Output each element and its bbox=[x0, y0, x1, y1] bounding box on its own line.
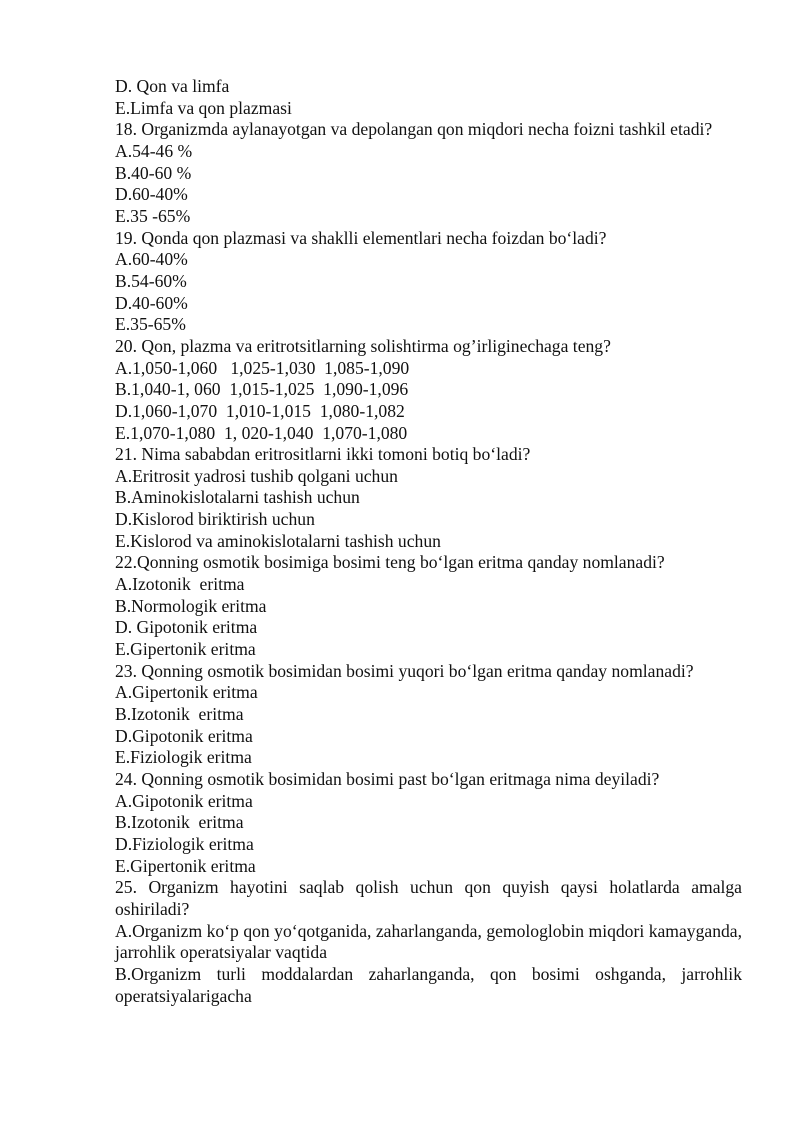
answer-option: A.54-46 % bbox=[115, 140, 193, 161]
answer-option: E.Gipertonik eritma bbox=[115, 855, 256, 876]
question-23: 23. Qonning osmotik bosimidan bosimi yuqori bo‘lgan eritma qanday nomlanadi? bbox=[115, 660, 694, 681]
answer-option: D.40-60% bbox=[115, 292, 188, 313]
answer-option: E.Fiziologik eritma bbox=[115, 747, 252, 768]
answer-option: E.Kislorod va aminokislotalarni tashish uchun bbox=[115, 530, 441, 551]
answer-option: A.60-40% bbox=[115, 249, 188, 270]
answer-option: B.Organizm turli moddalardan zaharlanganda, qon bosimi oshganda, jarrohlik operatsiyalarigacha bbox=[115, 963, 747, 1006]
question-24: 24. Qonning osmotik bosimidan bosimi past bo‘lgan eritmaga nima deyiladi? bbox=[115, 769, 660, 789]
answer-option: B.Izotonik eritma bbox=[115, 812, 244, 833]
answer-option: D.60-40% bbox=[115, 184, 188, 205]
answer-option: D. Gipotonik eritma bbox=[115, 617, 258, 638]
question-25: 25. Organizm hayotini saqlab qolish uchun qon quyish qaysi holatlarda amalga oshiriladi? bbox=[115, 877, 747, 919]
answer-option: B.Normologik eritma bbox=[115, 595, 267, 616]
answer-option: A.Gipertonik eritma bbox=[115, 682, 258, 703]
question-18: 18. Organizmda aylanayotgan va depolangan qon miqdori necha foizni tashkil etadi? bbox=[115, 119, 713, 140]
answer-option: A.Izotonik eritma bbox=[115, 574, 245, 595]
answer-option: D.Gipotonik eritma bbox=[115, 725, 253, 746]
answer-option: A.1,050-1,060 1,025-1,030 1,085-1,090 bbox=[115, 357, 410, 378]
answer-option: B.54-60% bbox=[115, 270, 187, 291]
document-page bbox=[115, 76, 747, 1007]
answer-option: A.Eritrosit yadrosi tushib qolgani uchun bbox=[115, 465, 398, 486]
question-22: 22.Qonning osmotik bosimiga bosimi teng bo‘lgan eritma qanday nomlanadi? bbox=[115, 552, 665, 573]
answer-option: E.1,070-1,080 1, 020-1,040 1,070-1,080 bbox=[115, 422, 408, 443]
answer-option: D.1,060-1,070 1,010-1,015 1,080-1,082 bbox=[115, 400, 405, 421]
answer-option: D. Qon va limfa bbox=[115, 76, 230, 96]
answer-option: B.40-60 % bbox=[115, 162, 192, 183]
answer-option: A.Organizm ko‘p qon yo‘qotganida, zaharlanganda, gemologlobin miqdori kamayganda, jarrohlik operatsiyalar vaqtida bbox=[115, 920, 747, 963]
question-21: 21. Nima sababdan eritrositlarni ikki tomoni botiq bo‘ladi? bbox=[115, 444, 531, 465]
answer-option: E.35 -65% bbox=[115, 205, 191, 226]
answer-option: B.Izotonik eritma bbox=[115, 704, 244, 725]
answer-option: E.Limfa va qon plazmasi bbox=[115, 97, 292, 118]
answer-option: E.Gipertonik eritma bbox=[115, 639, 256, 660]
question-19: 19. Qonda qon plazmasi va shaklli elementlari necha foizdan bo‘ladi? bbox=[115, 227, 607, 248]
answer-option: E.35-65% bbox=[115, 314, 186, 335]
answer-option: B.1,040-1, 060 1,015-1,025 1,090-1,096 bbox=[115, 379, 409, 400]
answer-option: B.Aminokislotalarni tashish uchun bbox=[115, 487, 360, 508]
answer-option: A.Gipotonik eritma bbox=[115, 790, 253, 811]
answer-option: D.Kislorod biriktirish uchun bbox=[115, 509, 315, 530]
question-20: 20. Qon, plazma va eritrotsitlarning solishtirma og’irliginechaga teng? bbox=[115, 335, 611, 356]
answer-option: D.Fiziologik eritma bbox=[115, 833, 254, 854]
